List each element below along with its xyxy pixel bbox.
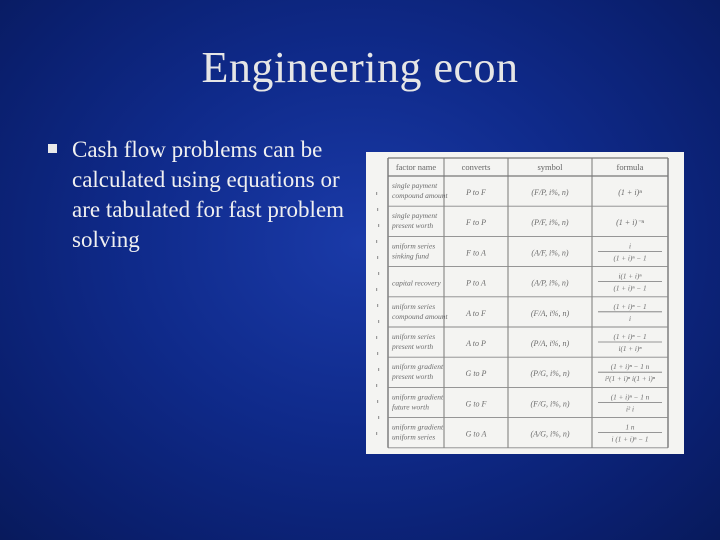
factor-name-text: uniform series	[392, 301, 436, 311]
factor-table-image	[366, 152, 684, 454]
scan-speckle	[377, 400, 378, 403]
scan-speckle	[376, 432, 377, 435]
table-header-cell: symbol	[537, 162, 563, 172]
table-header-cell: factor name	[395, 162, 437, 172]
factor-name-text: sinking fund	[392, 251, 429, 261]
symbol-text: (P/G, i%, n)	[530, 369, 570, 379]
factor-name-text: capital recovery	[392, 278, 441, 288]
factor-table	[366, 152, 684, 454]
scan-speckle	[377, 304, 378, 307]
formula-denominator: (1 + i)ⁿ − 1	[613, 254, 647, 263]
formula-denominator: i (1 + i)ⁿ − 1	[611, 435, 649, 444]
formula-numerator: i	[629, 242, 631, 251]
symbol-text: (P/F, i%, n)	[531, 218, 569, 228]
bullet-text: Cash flow problems can be calculated using equations or are tabulated for fast problem solving	[72, 137, 345, 252]
formula-numerator: i(1 + i)ⁿ	[618, 272, 642, 281]
table-header-cell: formula	[616, 162, 644, 172]
symbol-text: (F/A, i%, n)	[530, 308, 570, 318]
factor-name-text: uniform gradient	[392, 362, 444, 372]
factor-name-text: uniform gradient	[392, 422, 444, 432]
formula-numerator: (1 + i)ⁿ − 1	[613, 302, 647, 311]
scan-speckle	[378, 416, 379, 419]
scan-speckle	[377, 256, 378, 259]
symbol-text: (A/P, i%, n)	[531, 278, 569, 288]
scan-speckle	[378, 224, 379, 227]
factor-name-text: uniform gradient	[392, 392, 444, 402]
scan-speckle	[376, 288, 377, 291]
scan-speckle	[377, 352, 378, 355]
factor-name-text: compound amount	[392, 311, 448, 321]
scan-speckle	[378, 272, 379, 275]
converts-text: A to F	[466, 308, 486, 318]
symbol-text: (P/A, i%, n)	[530, 339, 570, 348]
symbol-text: (A/G, i%, n)	[530, 429, 570, 439]
formula-denominator: i² i	[626, 405, 634, 414]
slide-title: Engineering econ	[201, 43, 519, 92]
scan-speckle	[376, 336, 377, 339]
converts-text: G to P	[465, 369, 487, 379]
scan-speckle	[378, 368, 379, 371]
factor-name-text: uniform series	[392, 241, 436, 251]
converts-text: G to F	[465, 399, 487, 409]
formula-denominator: i²(1 + i)ⁿ i(1 + i)ⁿ	[604, 375, 656, 384]
scan-speckle	[376, 192, 377, 195]
formula-text: (1 + i)ⁿ	[618, 188, 642, 197]
square-bullet-icon	[48, 144, 57, 153]
formula-denominator: (1 + i)ⁿ − 1	[613, 284, 647, 293]
factor-name-text: single payment	[392, 181, 438, 190]
converts-text: F to A	[466, 248, 486, 258]
formula-numerator: 1 n	[625, 423, 635, 432]
converts-text: P to A	[466, 278, 486, 288]
factor-name-text: present worth	[392, 342, 434, 351]
factor-name-text: present worth	[392, 221, 434, 231]
factor-name-text: uniform series	[392, 332, 436, 341]
symbol-text: (F/P, i%, n)	[531, 188, 569, 197]
scan-speckle	[376, 240, 377, 243]
formula-denominator: i(1 + i)ⁿ	[618, 345, 642, 353]
converts-text: P to F	[466, 188, 486, 197]
formula-numerator: (1 + i)ⁿ − 1	[613, 333, 647, 341]
factor-name-text: present worth	[392, 372, 434, 382]
scan-speckle	[377, 208, 378, 211]
factor-name-text: single payment	[392, 211, 438, 221]
symbol-text: (F/G, i%, n)	[530, 399, 570, 409]
converts-text: A to P	[466, 339, 486, 348]
converts-text: F to P	[466, 218, 486, 228]
factor-name-text: compound amount	[392, 191, 448, 200]
scan-speckle	[376, 384, 377, 387]
factor-name-text: uniform series	[392, 432, 436, 442]
scan-speckle	[378, 320, 379, 323]
formula-denominator: i	[629, 314, 631, 323]
table-header-cell: converts	[461, 162, 491, 172]
factor-name-text: future worth	[392, 402, 430, 412]
formula-numerator: (1 + i)ⁿ − 1 n	[610, 393, 650, 402]
formula-numerator: (1 + i)ⁿ − 1 n	[610, 363, 650, 372]
converts-text: G to A	[465, 429, 487, 439]
symbol-text: (A/F, i%, n)	[531, 248, 569, 258]
formula-text: (1 + i)⁻ⁿ	[616, 218, 644, 228]
